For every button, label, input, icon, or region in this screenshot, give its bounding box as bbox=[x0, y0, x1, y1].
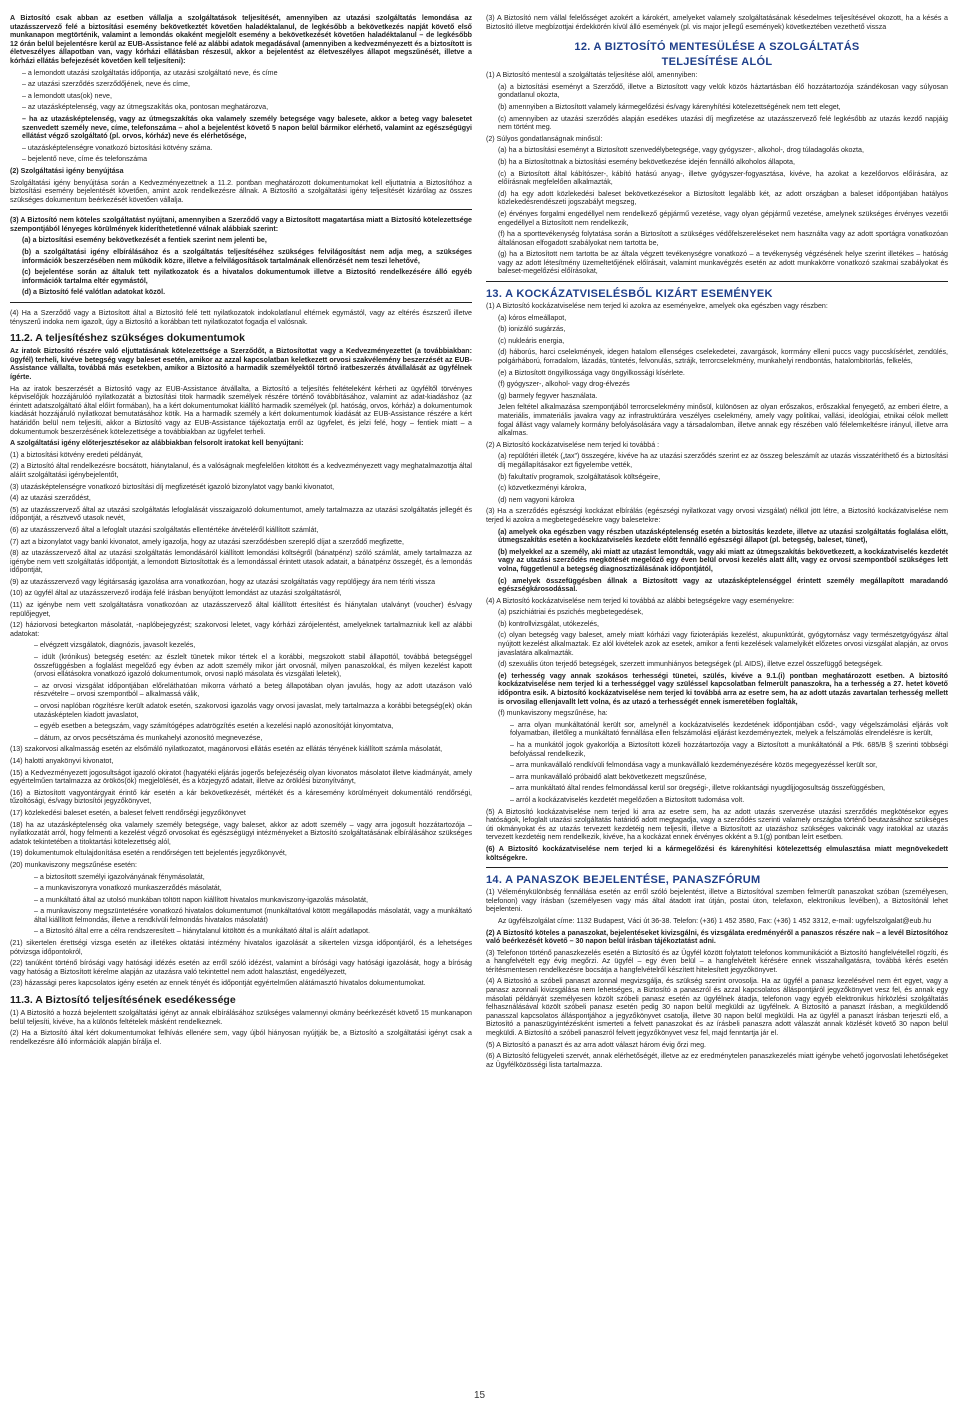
s14-5: (5) A Biztosító a panaszt és az arra adott választ három évig őrzi meg. bbox=[486, 1040, 707, 1049]
list-item: – a biztosított személyi igazolványának fénymásolatát, bbox=[10, 873, 472, 882]
section-14-heading: 14. A PANASZOK BEJELENTÉSE, PANASZFÓRUM bbox=[486, 874, 761, 887]
s13-4-items bbox=[486, 608, 948, 718]
page-number: 15 bbox=[474, 1390, 486, 1401]
list-item: (22) tanúként történő bírósági vagy hatósági idézés esetén az erről szóló idézést, valamint a bírósági vagy hatósági igazolását, hogy a bíróság vagy hatóság a Biztosított kérelme alapján az utazásra való tekintettel nem adott halasztást, engedélyezett, bbox=[10, 959, 472, 976]
section-11-3-heading: 11.3. A Biztosító teljesítésének esedékessége bbox=[10, 994, 236, 1007]
s14-6: (6) A Biztosító felügyeleti szervét, annak elérhetőségét, illetve az ez eredménytelen panaszkezelés miatt igénybe vehető jogorvoslati lehetőségeket az Ügyfélközösségi lista tartalmazza. bbox=[486, 1052, 948, 1069]
list-item: (d) nem vagyoni károkra bbox=[498, 495, 575, 504]
list-item: (d) a Biztosító felé valótlan adatokat közöl. bbox=[22, 288, 166, 297]
list-item: (b) kontrollvizsgálat, utókezelés, bbox=[498, 619, 599, 628]
list-item: (12) háziorvosi betegkarton másolatát, -naplóbejegyzést; szakorvosi leletet, vagy kórházi zárójelentést, amelyeknek tartalmazniuk kell az alábbi adatokat: bbox=[10, 621, 472, 638]
list-item: (14) halotti anyakönyvi kivonatot, bbox=[10, 756, 114, 765]
list-item: (b) ionizáló sugárzás, bbox=[498, 325, 566, 334]
list-item: (3) utazásképtelenségre vonatkozó biztosítási díj megfizetését igazoló bizonylatot vagy banki kivonatot, bbox=[10, 482, 335, 491]
documents-list-end bbox=[10, 939, 472, 988]
no-obligation-items bbox=[10, 236, 472, 297]
list-item: (c) amelyek összefüggésben állnak a Biztosított vagy az utazásképtelenséggel érintett személy megállapított maradandó egészségkárosodással. bbox=[498, 576, 948, 594]
list-item: (a) repülőtéri illeték („tax") összegére, kivéve ha az utazási szerződés szerint ez az összeg beleszámít az utazás visszatéríthető és a biztosítási díj megállapításakor ezt figyelembe vették, bbox=[498, 452, 948, 469]
list-item: (6) az utazásszervező által a lefoglalt utazási szolgáltatás ellentértéke átvételéről kiállított számlát, bbox=[10, 525, 319, 534]
list-item: (11) az igénybe nem vett szolgáltatásra vonatkozóan az utazásszervező által kiállított értesítést és hiánytalan utalványt (voucher) és/vagy repülőjegyet, bbox=[10, 601, 472, 618]
list-item: – az utazásképtelenség, vagy az útmegszakítás oka, pontosan meghatározva, bbox=[10, 103, 472, 112]
s13-2-items bbox=[486, 452, 948, 504]
list-item: (f) gyógyszer-, alkohol- vagy drog-élvezés bbox=[498, 380, 630, 389]
s13-3: (3) Ha a szerződés egészségi kockázat elbírálás (egészségi nyilatkozat vagy orvosi vizsgálat) nélkül jött létre, a Biztosító kockázatviselése nem terjed ki azokra a megbetegedésekre vagy balesetekre: bbox=[486, 507, 948, 524]
list-item: (1) a biztosítási kötvény eredeti példányát, bbox=[10, 450, 143, 459]
list-item: – idült (krónikus) betegség esetén: az észlelt tünetek mikor tértek el a korábbi, megszokott stabil állapottól, továbbá betegséggel összefüggésben a foglalást megelőző egy évben az adott személy mikor járt orvosnál, milyen panaszokkal, és milyen kezelést kapott (orvosi ellátásokra vonatkozó igazoló dokumentumok, orvosi napló másolata és vizsgálati leletek), bbox=[10, 653, 472, 679]
s13-1: (1) A Biztosító kockázatviselése nem terjed ki azokra az eseményekre, amelyek oka egészben vagy részben: bbox=[486, 302, 828, 311]
s13-2: (2) A Biztosító kockázatviselése nem terjed ki továbbá : bbox=[486, 440, 660, 449]
list-item: (a) pszichiátriai és pszichés megbetegedések, bbox=[498, 608, 644, 617]
divider bbox=[10, 209, 472, 210]
list-item: (f) munkaviszony megszűnése, ha: bbox=[498, 709, 608, 718]
list-item: – a munkaviszonyra vonatkozó munkaszerződés másolatát, bbox=[10, 884, 472, 893]
list-item: (a) amelyek oka egészben vagy részben utazásképtelenség esetén a biztosítás kezdete, illetve az utazási szolgáltatás foglalása előtt, útmegszakítás esetén a kockázatviselés kezdete előtt fennálló egészségi állapot (pl. betegség, baleset, tünet), bbox=[498, 527, 948, 545]
left-column bbox=[10, 14, 472, 1049]
list-item: – ha a munkától jogok gyakorlója a Biztosított közeli hozzátartozója vagy a Biztosított a munkáltatónál a Ptk. 685/B § szerinti többségi befolyással rendelkezik, bbox=[486, 741, 948, 758]
s13-4: (4) A Biztosító kockázatviselése nem terjed ki továbbá az alábbi betegségekre vagy eseményekre: bbox=[486, 596, 794, 605]
list-item: (c) a Biztosított által kábítószer-, kábító hatású anyag-, illetve gyógyszer-fogyasztása, kivéve, ha azokat a kezelőorvos előírására, az előírásnak megfelelően alkalmazták, bbox=[498, 169, 948, 187]
list-item: (9) az utazásszervező vagy légitársaság igazolása arra vonatkozóan, hogy az utazási szolgáltatás vagy repülőjegy ára nem téríti vissza bbox=[10, 577, 436, 586]
list-item: (10) az ügyfél által az utazásszervező irodája felé írásban benyújtott lemondást az utazási szolgáltatásról, bbox=[10, 589, 342, 598]
list-item: – az utazási szerződés szerződőjének, neve és címe, bbox=[10, 80, 472, 89]
list-item: (7) azt a bizonylatot vagy banki kivonatot, amely igazolja, hogy az utazási szerződésben szereplő díjat a szerződő megfizette, bbox=[10, 537, 404, 546]
list-item: – arra munkavállaló próbaidő alatt bekövetkezett megszűnése, bbox=[486, 773, 948, 782]
notification-items bbox=[10, 69, 472, 164]
list-item: (a) ha a biztosítási eseményt a Biztosított szenvedélybetegsége, vagy gyógyszer-, alkohol-, drog túladagolás okozta, bbox=[498, 146, 864, 155]
customer-service-address: Az ügyfélszolgálat címe: 1132 Budapest, Váci út 36-38. Telefon: (+36) 1 452 3580, Fax: (+36) 1 452 3312, e-mail: ugyfelszolgalat@eub.hu bbox=[498, 916, 932, 925]
documents-list bbox=[10, 451, 472, 639]
list-item: (f) ha a sporttevékenység folytatása során a Biztosított a szükséges védőfelszereléseket nem használta vagy az adott sportágra vonatkozóan általánosan elfogadott szabályokat nem tartotta be, bbox=[498, 230, 948, 247]
divider bbox=[486, 867, 948, 868]
list-item: (b) amennyiben a Biztosított valamely kármegelőzési és/vagy kárenyhítési kötelezettségének nem tett eleget, bbox=[498, 102, 841, 111]
list-item: (b) fakultatív programok, szolgáltatások költségeire, bbox=[498, 472, 661, 481]
section-11-2-heading: 11.2. A teljesítéshez szükséges dokumentumok bbox=[10, 332, 245, 345]
right-column bbox=[486, 14, 948, 1072]
performance-1: (1) A Biztosító a hozzá bejelentett szolgáltatási igényt az annak elbírálásához szükséges valamennyi okmány beérkezését követő 15 munkanapon belül teljesíti, kivéve, ha a különös feltételek másként rendelkeznek. bbox=[10, 1009, 472, 1026]
list-item: – utazásképtelenségre vonatkozó biztosítási kötvény száma. bbox=[10, 144, 472, 153]
list-item: (g) ha a Biztosított nem tartotta be az általa végzett tevékenységre vonatkozó – a tevékenység végzésének helye szerint illetékes – hatóság vagy az adott létesítmény üzemeltetőjének előírásait, valamint munkavégzés esetén az adott munkakörre vonatkozó szakmai szabályokat és baleset-megelőzési előírásokat, bbox=[498, 250, 948, 276]
list-item: (e) a Biztosított öngyilkossága vagy öngyilkossági kísérlete. bbox=[498, 368, 685, 377]
list-item: – a munkáltató által az utolsó munkában töltött napon kiállított hivatalos munkaviszony-igazolás másolatát, bbox=[10, 896, 472, 905]
list-item: (b) melyekkel az a személy, aki miatt az utazást lemondták, vagy aki miatt az útmegszakítás bekövetkezett, a kockázatviselés kezdetét vagy az utazási szerződés megkötését megelőző egy éven belül orvosi kezelés alatt állt, vagy ez orvosi szempontból szükséges lett volna, függetlenül a betegség diagnosztizálásának időpontjától, bbox=[498, 547, 948, 573]
s13-6: (6) A Biztosító kockázatviselése nem terjed ki a kármegelőzési és kárenyhítési kötelezettség elmulasztása miatt megnövekedett költségekre. bbox=[486, 844, 948, 862]
list-item: – a lemondott utazási szolgáltatás időpontja, az utazási szolgáltató neve, és címe bbox=[10, 69, 472, 78]
divider bbox=[486, 281, 948, 282]
list-item: (c) nukleáris energia, bbox=[498, 336, 565, 345]
list-item: – arra olyan munkáltatónál került sor, amelynél a kockázatviselés kezdetének időpontjában csőd-, vagy végelszámolási eljárás volt folyamatban, illetőleg a munkáltató fennállása ellen felszámolási eljárást kezdeményeztek, melyek a felszámolás elrendelésre is került, bbox=[486, 721, 948, 738]
list-item: – arról a kockázatviselés kezdetét megelőzően a Biztosított tudomása volt. bbox=[486, 796, 948, 805]
list-item: (b) ha a Biztosítottnak a biztosítási esemény bekövetkezése idején fennálló alkoholos állapota, bbox=[498, 157, 795, 166]
list-item: – orvosi naplóban rögzítésre került adatok esetén, szakorvosi igazolás vagy orvosi javaslat, mely tartalmazza a korábbi betegség(ek) okán utazásképtelen kiadott javaslatot, bbox=[10, 702, 472, 719]
divider bbox=[10, 302, 472, 303]
s14-2: (2) A Biztosító köteles a panaszokat, bejelentéseket kivizsgálni, és vizsgálata eredményéről a panaszos részére nak – a levél Biztosítóhoz való beérkezését követő – 30 napon belül írásban tájékoztatást adni. bbox=[486, 928, 948, 946]
list-item: (b) a szolgáltatási igény elbírálásához és a szolgáltatás teljesítéséhez szükséges felvilágosítást nem adja meg, a szükséges információk beszerzésében nem működik közre, illetve a felvilágosítások tartalmának ellenőrzését nem teszi lehetővé, bbox=[22, 248, 472, 265]
list-item: – dátum, az orvos pecsétszáma és munkahelyi azonosító megnevezése, bbox=[10, 734, 472, 743]
s14-4: (4) A Biztosító a szóbeli panaszt azonnal megvizsgálja, és szükség szerint orvosolja. Ha az ügyfél a panasz kezelésével nem ért egyet, vagy a panasz azonnali kivizsgálása nem lehetséges, a Biztosító a panaszról és azzal kapcsolatos álláspontjáról jegyzőkönyvet vesz fel, és annak egy másolati példányát személyesen közölt szóbeli panasz esetén az ügyfélnek átadja, telefonon vagy egyéb elektronikus hírközlési szolgáltatás felhasználásával közölt szóbeli panasz esetén pedig 30 napon belül megküldi az ügyfélnek. A Biztosító a panaszt írásban, a megküldendő panasszal kapcsolatos álláspontjához a jegyzőkönyvet csatolja, illetve 30 napon belül megküldi. Ha az ügyfél a panaszt írásban terjeszti elő, a Biztosító a panaszügyintézésként ismerteti a felvett panaszokat és az írásbeli panaszra adott válaszát annak közlését követő 30 napon belül megküldi. A Biztosító a szóbeli panaszról felvett jegyzőkönyvet vesz fel, majd fenntartja jár el. bbox=[486, 977, 948, 1038]
list-item: – elvégzett vizsgálatok, diagnózis, javasolt kezelés, bbox=[10, 641, 472, 650]
notification-intro: A Biztosító csak abban az esetben vállalja a szolgáltatások teljesítését, amennyiben az utazási szolgáltatás lemondása az utazásszervező felé a biztosítási esemény bekövetkeztét követően haladéktalanul, de legkésőbb a bekövetkezés napját követő első munkanapon megtörténik, valamint a lemondás okaként megjelölt esemény a bekövetkezését követően haladéktalanul – de legkésőbb 12 órán belül bejelentésre kerül az EUB-Assistance felé az alábbi adatok megadásával (amennyiben a kedvezményezett és a biztosított is életveszélyes állapotban van, vagy kórházi ellátásban részesül, akkor a bejelentést az életveszélyes állapot megszűnését, illetve a kórházi ellátás befejezését követően kell teljesíteni): bbox=[10, 14, 472, 65]
list-item: – bejelentő neve, címe és telefonszáma bbox=[10, 155, 472, 164]
list-item: – a munkaviszony megszüntetésére vonatkozó hivatalos dokumentumot (munkáltatóval kötött megállapodás másolatát, vagy a munkáltató által kiállított felmondás, illetve a rendkívüli felmondás hivatalos másolatát) bbox=[10, 907, 472, 924]
documents-paragraph: Ha az iratok beszerzését a Biztosító vagy az EUB-Assistance átvállalta, a Biztosító a teljesítés feltételeként kérheti az ügyféltől törvényes képviselőjük hozzájárulóó nyilatkozatát a biztosítási titok harmadik személyek részére történő továbbításához, valamint az adat-kiadáshoz (az érintett adatszolgáltató által előírt formában), ha a kért dokumentumokat kiállító harmadik személyek (pl. hatóság, orvos, kórház) a dokumentumok kiadását hozzájáruló nyilatkozat bemutatásához kötik. Ha a harmadik személy a kért dokumentumok kiadását az EUB-Assistance részére a kért határidőn belül nem teljesíti, akkor a Biztosító vagy az EUB-Assistance tájékoztatja erről az ügyfelet, és jelzi felé, hogy – fentiek miatt – a dokumentumok beszerzésének kötelezettsége a továbbiakban az ügyfelet terheli. bbox=[10, 384, 472, 436]
list-item: (18) ha az utazásképtelenség oka valamely személy betegsége, vagy baleset, akkor az adott személy – vagy arra jogosult hozzátartozója – nyilatkozatát arról, hogy felmenti a kezelést végző orvosokat és egészségügyi intézményeket a Biztosító szolgáltatásának elbírálásához szükséges adatok tekintetében a titoktartási kötelezettség alól, bbox=[10, 820, 472, 846]
list-item: (c) amennyiben az utazási szerződés alapján esedékes utazási díj megfizetése az utazásszervező felé legkésőbb az utazás kezdő napjáig nem történt meg. bbox=[498, 114, 948, 132]
list-item: (2) a Biztosító által rendelkezésre bocsátott, hiánytalanul, és a valóságnak megfelelően kitöltött és a kedvezményezett vagy meghatalmazottja által aláírt szolgáltatási igénybejelentőt, bbox=[10, 462, 472, 479]
list-item: (19) dokumentumok eltulajdonítása esetén a rendőrségen tett bejelentés jegyzőkönyvét, bbox=[10, 849, 287, 858]
s13-4f-sublist bbox=[486, 721, 948, 805]
documents-20-sublist bbox=[10, 873, 472, 937]
s12-2: (2) Súlyos gondatlanságnak minősül: bbox=[486, 134, 603, 143]
list-item: (e) érvényes forgalmi engedéllyel nem rendelkező gépjármű vezetése, vagy olyan gépjármű vezetése, amelynek szükséges érvényes vezetői engedéllyel a Biztosított nem rendelkezik, bbox=[498, 209, 948, 227]
list-item: (5) az utazásszervező által az utazási szolgáltatás lefoglalását visszaigazoló dokumentumot, amely tartalmazza az utazási szolgáltatás jellegét és időpontját, a résztvevő utasok nevét, bbox=[10, 505, 472, 523]
list-item: (16) a Biztosított vagyontárgyait érintő kár esetén a kár bekövetkezését, mértékét és a káresemény körülményeit dokumentáló rendőrségi, tűzoltósági, és/vagy biztosítói jegyzőkönyvet, bbox=[10, 788, 472, 806]
list-item: (c) bejelentése során az általuk tett nyilatkozatok és a hivatalos dokumentumok illetve a Biztosító rendelkezésére álló egyéb információk tartalma eltér egymástól, bbox=[22, 268, 472, 285]
list-item: – az orvosi vizsgálat időpontjában előreláthatóan mikorra várható a beteg állapotában olyan javulás, hogy az adott utazáson való részvételre – orvosi szempontból – alkalmassá válik, bbox=[10, 682, 472, 699]
list-item: (d) háborús, harci cselekmények, idegen hatalom ellenséges cselekedetei, zavargások, korrmány elleni puccs vagy puccskísérlet, zendülés, polgárháború, forradalom, lázadás, tüntetés, felvonulás, sztrájk, terrorcselekmény, munkahelyi rendbontás, hatalombitorlás, felkelés, bbox=[498, 348, 948, 366]
list-item: (d) szexuális úton terjedő betegségek, szerzett immunhiányos betegségek (pl. AIDS), illetve ezzel összefüggő betegségek. bbox=[498, 660, 883, 669]
section-12-heading-line1: 12. A BIZTOSÍTÓ MENTESÜLÉSE A SZOLGÁLTATÁS bbox=[574, 41, 860, 54]
list-item: (13) szakorvosi alkalmasság esetén az elsőmáló nyilatkozatot, magánorvosi ellátás esetén az ellátás tényének kiállított számla másolatát, bbox=[10, 745, 443, 754]
s14-3: (3) Telefonon történő panaszkezelés esetén a Biztosító és az Ügyfél között folytatott telefonos kommunikációt a Biztosító hangfelvétellel rögzíti, és a hangfelvételt egy évig megőrzi. Az ügyfél – egy éven belül – a hangfelvételt kérésére ennek visszahallgatásra, továbbá kérés esetén térítésmentesen rendelkezésre bocsátja a hangfelvételről készített hitelesített jegyzőkönyvet. bbox=[486, 948, 948, 974]
documents-list-continued bbox=[10, 745, 472, 869]
documents-list-title: A szolgáltatási igény előterjesztésekor az alábbiakban felsorolt iratokat kell benyújtani: bbox=[10, 439, 304, 448]
list-item: (c) olyan betegség vagy baleset, amely miatt kórházi vagy fizioterápiás kezelést, akupunktúrát, gyógytornász vagy természetgyógyász által nyújtott kezelést alkalmaztak. Ez alól kivételek azok az esetek, amikor a fenti kezelések valamelyikét előzetes orvosi vizsgálat alapján, az orvos javaslatára alkalmazták. bbox=[498, 631, 948, 657]
list-item: – ha az utazásképtelenség, vagy az útmegszakítás oka valamely személy betegsége vagy balesete, akkor a beteg vagy balesetet szenvedett személy neve, címe, telefonszáma – ahol a bejelentést követő 5 napon belül bármikor elérhető, valamint az egészségügyi ellátást végző szolgáltató (pl. orvos, kórház) neve és elérhetősége, bbox=[10, 115, 472, 141]
s13-1-items bbox=[486, 314, 948, 401]
list-item: (17) közlekedési baleset esetén, a baleset felvett rendőrségi jegyzőkönyvet bbox=[10, 808, 246, 817]
list-item: (23) házassági peres kapcsolatos igény esetén az ennek tényét és időpontját egyértelműen alátámasztó hivatalos dokumentumokat. bbox=[10, 979, 426, 988]
list-item: (20) munkaviszony megszűnése esetén: bbox=[10, 860, 137, 869]
list-item: (a) a biztosítási eseményt a Szerződő, illetve a Biztosított vagy velük közös háztartásban élő hozzátartozója szándékosan vagy súlyosan gondatlanul okozta, bbox=[498, 82, 948, 100]
list-item: (a) kóros elmeállapot, bbox=[498, 313, 567, 322]
no-obligation-intro: (3) A Biztosító nem köteles szolgáltatást nyújtani, amennyiben a Szerződő vagy a Biztosított magatartása miatt a Biztosító kötelezettsége szempontjából lényeges körülmények kideríthetetlenné válnak alábbiak szerint: bbox=[10, 216, 472, 233]
list-item: – a Biztosító által erre a célra rendszeresített – hiánytalanul kitöltött és a munkáltató által is aláírt adatlapot. bbox=[10, 927, 472, 936]
list-item: (e) terhesség vagy annak szokásos terhességi tünetei, szülés, kivéve a 9.1.(i) pontban meghatározott esetben. A biztosító kockázatviselése nem terjed ki a terhességgel vagy szüléssel kapcsolatban felmerült panaszokra, ha a terhesség a 27. hetet követő időpontra esik. A biztosító kockázatviselése nem terjed ki továbbá arra az esetre sem, ha az adott utazás zavartalan terhesség mellett is orvosilag ellenjavallt lett volna, és az utazó a terhességét ennek ismeretében foglalták, bbox=[498, 671, 948, 706]
list-item: (15) a Kedvezményezett jogosultságot igazoló okiratot (hagyatéki eljárás jogerős befejezéséig olyan kivonatos másolatot illetve kiadmányát, amely egyértelműen tartalmazza az örökös(ök) megjelölését, és a közjegyző adatait, illetve az öröklési bizonyítványt, bbox=[10, 768, 472, 786]
list-item: – arra munkavállaló rendkívüli felmondása vagy a munkavállaló kezdeményezésére közös megegyezéssel került sor, bbox=[486, 761, 948, 770]
list-item: (a) a biztosítási esemény bekövetkezését a fentiek szerint nem jelenti be, bbox=[22, 236, 267, 245]
list-item: (21) sikertelen érettségi vizsga esetén az illetékes oktatási intézmény hivatalos igazolását a sikertelen vizsga időpontjáról, és a lehetséges pótvizsga időpontokról, bbox=[10, 939, 472, 956]
performance-2: (2) Ha a Biztosító által kért dokumentumokat felhívás ellenére sem, vagy újból hiányosan nyújtják be, a Biztosító a szolgáltatási igényt csak a rendelkezésre álló információk alapján bírálja el. bbox=[10, 1029, 472, 1046]
list-item: – egyéb esetben a betegszám, vagy számítógépes adatrögzítés esetén a kezelési napló azonosítóját kinyomtatva, bbox=[10, 722, 472, 731]
s13-5: (5) A Biztosító kockázatviselése nem terjed ki arra az esetre sem, ha az adott utazás szervezése utazási szerződés megkötésekor egyes hatóságok, lefoglalt utazási szolgáltatás határidő adott megtagadja, vagy a szerződés szerinti valamely országba történő beutazásához szükséges úti okmányokat és az utazás tervezett kezdetéig nem teljesíti, illetve a Biztosított az utazáshoz szükséges vakcinák vagy iratokkal az utazás tervezett kezdetéig nem rendelkezik, kivéve, ha a kockázat ennek érvényes okként a 9.1(g) pontban leírt esetben. bbox=[486, 807, 948, 842]
terror-definition: Jelen feltétel alkalmazása szempontjából terrorcselekmény minősül, különösen az olyan erőszakos, erőszakkal fenyegető, az emberi életre, a materiális, immateriális javakra vagy az infrastruktúrára veszélyes cselekmény, amely vagy politikai, vallási, ideológiai, etnikai célok mellett fogal állást vagy valamely kormány befolyásolására vagy a társadalomban, illetve annak egy részében való félelemkeltésre irányul, illetve arra alkalmas. bbox=[498, 403, 948, 438]
s12-1-items bbox=[486, 83, 948, 132]
list-item: (4) az utazási szerződést, bbox=[10, 494, 91, 503]
section-13-heading: 13. A KOCKÁZATVISELÉSBŐL KIZÁRT ESEMÉNYEK bbox=[486, 288, 773, 301]
s12-1: (1) A Biztosító mentesül a szolgáltatás teljesítése alól, amennyiben: bbox=[486, 71, 698, 80]
s12-2-items bbox=[486, 146, 948, 276]
paragraph-4: (4) Ha a Szerződő vagy a Biztosított által a Biztosító felé tett nyilatkozatok indokolatlanul eltérnek egymástól, vagy az eltérés észszerű illetve tényszerű indoka nem igazolt, úgy a Biztosító a korábban tett nyilatkozatot fogadja el valósnak. bbox=[10, 309, 472, 326]
list-item: – a lemondott utas(ok) neve, bbox=[10, 92, 472, 101]
s14-1: (1) Véleménykülönbség fennállása esetén az erről szóló bejelentést, illetve a Biztosítóval szemben felmerült panaszokat szóban (személyesen, telefonon) vagy írásban (személyesen vagy más által átadott irat útján, postai úton, telefaxon, elektronikus levélben), a Biztosítónál lehet bejelenteni. bbox=[486, 888, 948, 914]
claim-submission-text: Szolgáltatási igény benyújtása során a Kedvezményezettnek a 11.2. pontban meghatározott dokumentumokat kell eljuttatnia a Biztosítóhoz a biztosítási esemény bejelentését követően, amint azok rendelkezésre állnak. A Biztosító a szolgáltatási igény teljesítését kizárólag az összes szükséges dokumentum beérkezését követően vállalja. bbox=[10, 178, 472, 204]
documents-intro: Az iratok Biztosító részére való eljuttatásának kötelezettsége a Szerződőt, a Biztosítottat vagy a Kedvezményezettet (a továbbiakban: ügyfél) terheli, kivéve betegség vagy baleset esetén, amikor az azzal kapcsolatban keletkezett orvosi szakvélemény beszerzését az EUB-Assistance vállalta, továbbá más esetekben, amikor a Biztosító a harmadik személyektől törtnő iratbeszerzés átvállalását az ügyfélnek ígérte. bbox=[10, 347, 472, 381]
claim-submission-title: (2) Szolgáltatási igény benyújtása bbox=[10, 166, 124, 175]
list-item: (d) ha egy adott közlekedési baleset bekövetkezésekor a Biztosított legalább két, az adott országban a baleset időpontjában hatályos közlekedésrendészeti jogszabályt megszeg, bbox=[498, 189, 948, 207]
list-item: (8) az utazásszervező által az utazási szolgáltatás lemondásáról kiállított lemondási költségről (bánatpénz) szóló számlát, amely tartalmazza az igénybe nem vett szolgáltatás időpontját, a lemondott Biztosítottak és a lemondással érintett utasok adatait, a bánatpénz összegét, és a lemondás időpontját, bbox=[10, 549, 472, 575]
s13-3-items bbox=[486, 528, 948, 594]
list-item: (c) közvetkezményi károkra, bbox=[498, 484, 587, 493]
list-item: – arra munkáltató által rendes felmondással kerül sor öregségi-, illetve rokkantsági nyugdíjjogosultság összefüggésben, bbox=[486, 784, 948, 793]
paragraph-3: (3) A Biztosító nem vállal felelősséget azokért a károkért, amelyeket valamely szolgáltatásának késedelmes teljesítésével okozott, ha a késés a Biztosító illetve megbízottjai érdekkörén kívül álló események (pl. vis major jellegű események) következtében vezethető vissza bbox=[486, 14, 948, 31]
documents-12-sublist bbox=[10, 641, 472, 742]
list-item: (g) barmely fegyver használata. bbox=[498, 391, 598, 400]
section-12-heading-line2: TELJESÍTÉSE ALÓL bbox=[661, 56, 773, 69]
